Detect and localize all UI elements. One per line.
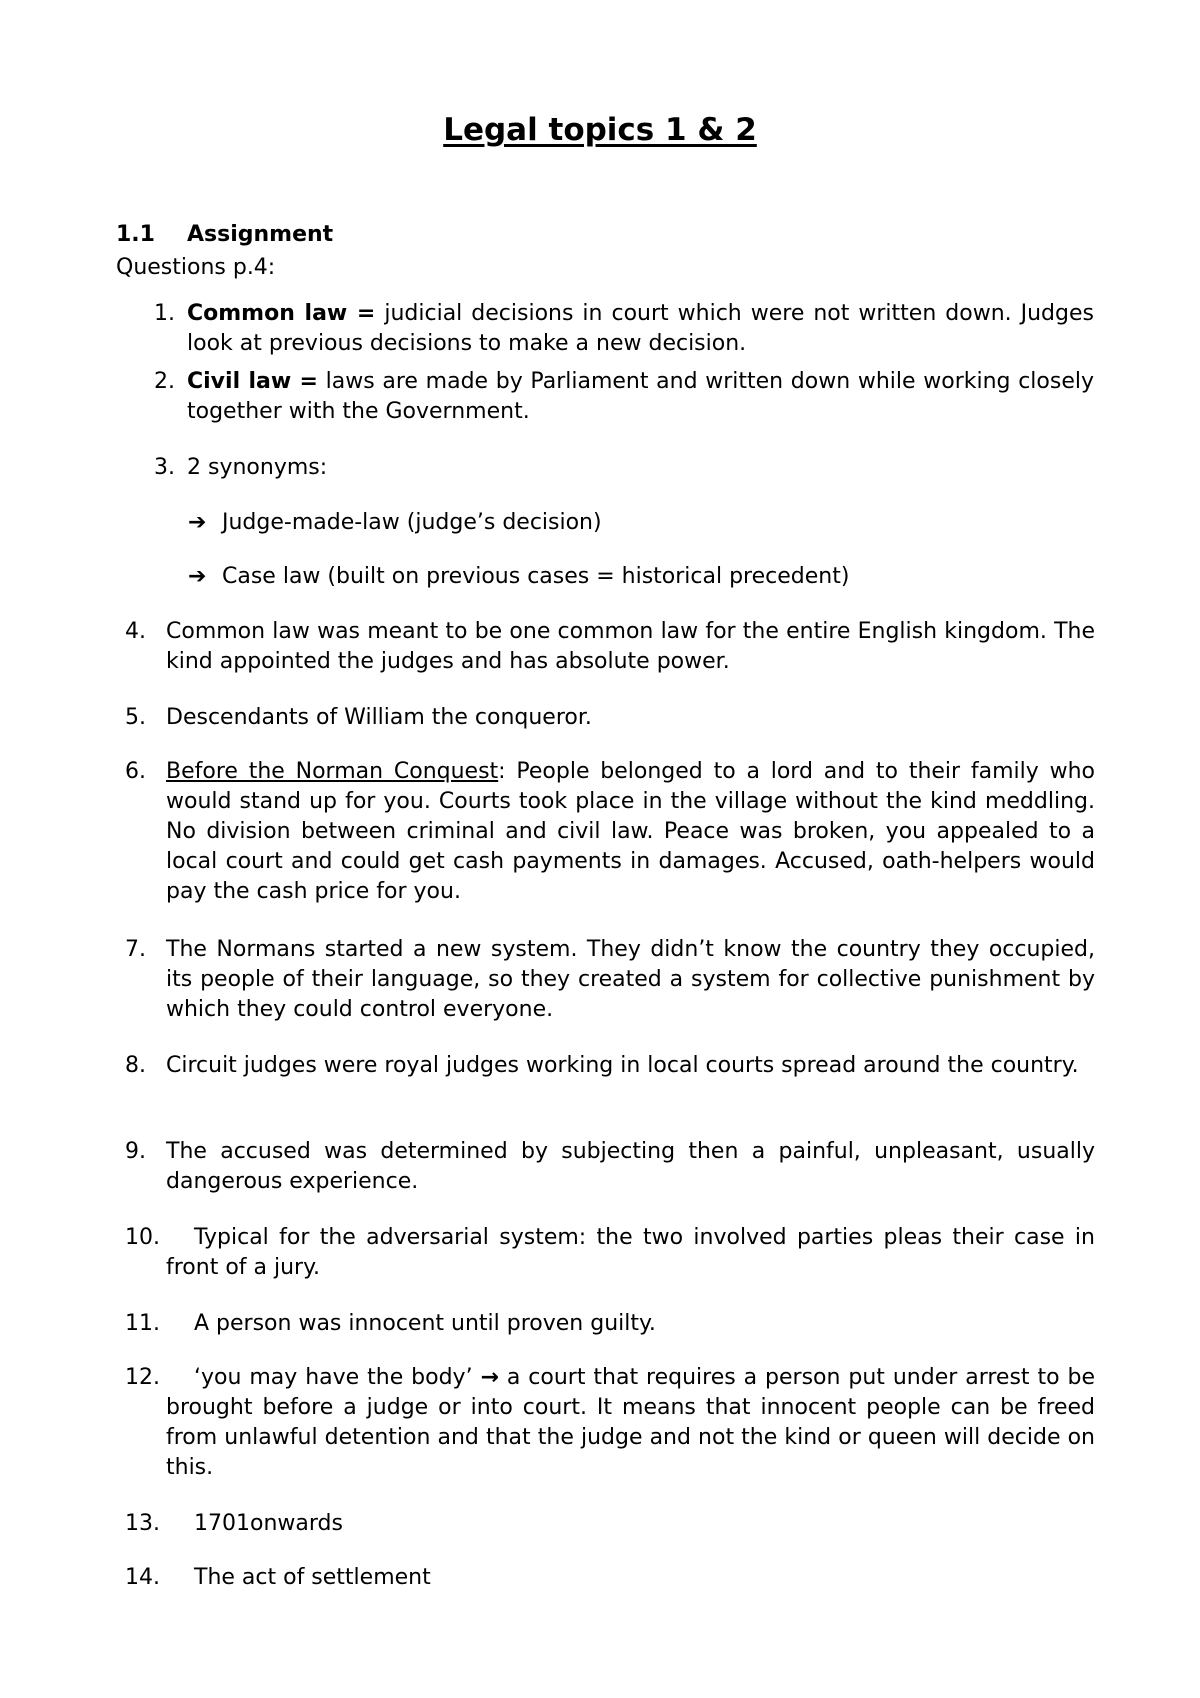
- list-item: [125, 935, 1095, 1025]
- item-text: Common law was meant to be one common law for the entire English kingdom. The kind appointed the judges and has absolute power.: [166, 619, 1095, 674]
- list-item: [154, 299, 1094, 359]
- item-number: 13.: [125, 1511, 160, 1536]
- list-item: [125, 703, 1095, 733]
- list-item: [125, 1363, 1095, 1483]
- item-number: 7.: [125, 937, 146, 962]
- arrow-right-icon: →: [480, 1365, 499, 1390]
- item-text: Descendants of William the conqueror.: [166, 705, 592, 730]
- item-text: Circuit judges were royal judges working in local courts spread around the country.: [166, 1053, 1079, 1078]
- item-text: judicial decisions in court which were not written down. Judges look at previous decisions to make a new decision.: [187, 301, 1094, 356]
- item-number: 14.: [125, 1565, 160, 1590]
- list-item: [125, 1223, 1095, 1283]
- list-item: [125, 1563, 1095, 1593]
- item-text: Typical for the adversarial system: the two involved parties pleas their case in front of a jury.: [166, 1225, 1095, 1280]
- item-number: 9.: [125, 1139, 146, 1164]
- list-item: [154, 367, 1094, 427]
- arrow-icon: ➔: [188, 564, 207, 589]
- item-term: Common law =: [187, 301, 376, 326]
- section-title: Assignment: [187, 222, 334, 247]
- item-text: : People belonged to a lord and to their family who would stand up for you. Courts took place in the village without the kind meddling. No division between criminal and civil law. Peace was broken, you appealed to a local court and could get cash payments in damages. Accused, oath-helpers would pay the cash price for you.: [166, 759, 1095, 904]
- section-heading: [116, 222, 333, 247]
- item-number: 11.: [125, 1311, 160, 1336]
- synonym-item: [188, 508, 602, 538]
- list-item: [125, 1509, 1095, 1539]
- list-item: [154, 453, 1094, 483]
- document-title: Legal topics 1 & 2: [443, 112, 757, 148]
- questions-label: Questions p.4:: [116, 255, 276, 280]
- item-number: 12.: [125, 1365, 160, 1390]
- item-text: A person was innocent until proven guilty.: [194, 1311, 656, 1336]
- list-item: [125, 757, 1095, 907]
- item-number: 8.: [125, 1053, 146, 1078]
- item-text: laws are made by Parliament and written down while working closely together with the Government.: [187, 369, 1094, 424]
- item-number: 1.: [154, 301, 175, 326]
- item-number: 5.: [125, 705, 146, 730]
- item-text: The act of settlement: [194, 1565, 431, 1590]
- item-underlined-heading: Before the Norman Conquest: [166, 759, 499, 784]
- synonym-text: Judge-made-law (judge’s decision): [222, 510, 602, 535]
- item-number: 2.: [154, 369, 175, 394]
- item-text: 2 synonyms:: [187, 455, 328, 480]
- list-item: [125, 1051, 1095, 1081]
- list-item: [125, 1137, 1095, 1197]
- synonym-text: Case law (built on previous cases = historical precedent): [222, 564, 850, 589]
- list-item: [125, 1309, 1095, 1339]
- item-number: 4.: [125, 619, 146, 644]
- section-number: 1.1: [116, 222, 155, 247]
- arrow-icon: ➔: [188, 510, 207, 535]
- item-text: 1701onwards: [194, 1511, 343, 1536]
- synonym-item: [188, 562, 849, 592]
- item-term: Civil law =: [187, 369, 318, 394]
- item-text: a court that requires a person put under arrest to be brought before a judge or into court. It means that innocent people can be freed from unlawful detention and that the judge and not the kind or queen will decide on this.: [166, 1365, 1095, 1480]
- item-text: The accused was determined by subjecting then a painful, unpleasant, usually dangerous experience.: [166, 1139, 1095, 1194]
- item-text-before: ‘you may have the body’: [194, 1365, 481, 1390]
- item-text: The Normans started a new system. They didn’t know the country they occupied, its people of their language, so they created a system for collective punishment by which they could control everyone.: [166, 937, 1095, 1022]
- item-number: 3.: [154, 455, 175, 480]
- item-number: 10.: [125, 1225, 160, 1250]
- item-number: 6.: [125, 759, 146, 784]
- list-item: [125, 617, 1095, 677]
